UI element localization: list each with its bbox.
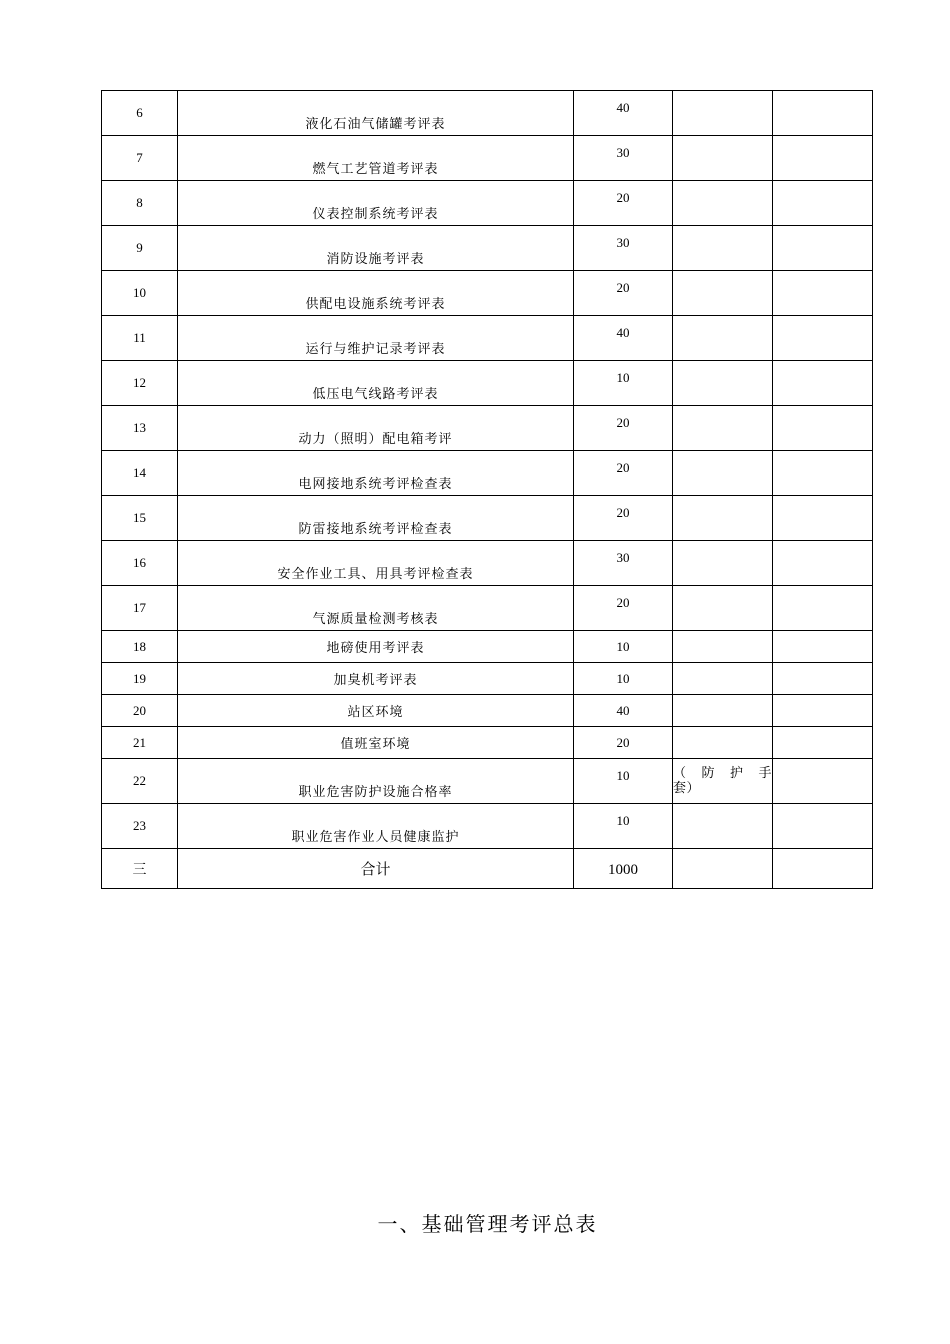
row-number: 11 — [102, 316, 178, 361]
empty-cell — [673, 586, 773, 631]
empty-cell — [673, 804, 773, 849]
row-number: 9 — [102, 226, 178, 271]
empty-cell — [673, 541, 773, 586]
row-number: 22 — [102, 759, 178, 804]
empty-cell — [773, 541, 873, 586]
item-score: 10 — [574, 804, 673, 849]
empty-cell — [673, 663, 773, 695]
empty-cell — [673, 849, 773, 889]
total-number: 三 — [102, 849, 178, 889]
item-score: 30 — [574, 541, 673, 586]
empty-cell — [773, 91, 873, 136]
row-number: 6 — [102, 91, 178, 136]
row-number: 19 — [102, 663, 178, 695]
empty-cell — [673, 406, 773, 451]
row-number: 15 — [102, 496, 178, 541]
empty-cell — [673, 361, 773, 406]
empty-cell — [773, 631, 873, 663]
item-score: 10 — [574, 759, 673, 804]
item-name: 电网接地系统考评检查表 — [178, 451, 574, 496]
table-row — [102, 316, 873, 361]
empty-cell — [773, 663, 873, 695]
item-score: 20 — [574, 406, 673, 451]
item-name: 职业危害防护设施合格率 — [178, 759, 574, 804]
item-score: 10 — [574, 361, 673, 406]
empty-cell — [773, 316, 873, 361]
table-row — [102, 406, 873, 451]
item-score: 10 — [574, 663, 673, 695]
item-name: 气源质量检测考核表 — [178, 586, 574, 631]
item-score: 20 — [574, 727, 673, 759]
empty-cell — [773, 406, 873, 451]
item-name: 职业危害作业人员健康监护 — [178, 804, 574, 849]
empty-cell — [773, 136, 873, 181]
item-name: 低压电气线路考评表 — [178, 361, 574, 406]
item-name: 防雷接地系统考评检查表 — [178, 496, 574, 541]
row-number: 13 — [102, 406, 178, 451]
table-row — [102, 804, 873, 849]
row-number: 14 — [102, 451, 178, 496]
table-row — [102, 226, 873, 271]
note-line: （ 防 护 手 — [673, 766, 772, 781]
item-name: 地磅使用考评表 — [178, 631, 574, 663]
item-name: 消防设施考评表 — [178, 226, 574, 271]
empty-cell — [673, 316, 773, 361]
empty-cell — [773, 727, 873, 759]
item-score: 30 — [574, 226, 673, 271]
table-row — [102, 451, 873, 496]
item-score: 20 — [574, 496, 673, 541]
table-row — [102, 91, 873, 136]
empty-cell — [773, 226, 873, 271]
row-number: 18 — [102, 631, 178, 663]
item-name: 安全作业工具、用具考评检查表 — [178, 541, 574, 586]
row-number: 8 — [102, 181, 178, 226]
item-name: 燃气工艺管道考评表 — [178, 136, 574, 181]
total-row — [102, 849, 873, 889]
item-name: 动力（照明）配电箱考评 — [178, 406, 574, 451]
table-row — [102, 663, 873, 695]
note-line: 套） — [673, 781, 701, 796]
item-name: 值班室环境 — [178, 727, 574, 759]
empty-cell — [773, 181, 873, 226]
item-score: 20 — [574, 181, 673, 226]
empty-cell — [673, 271, 773, 316]
table-row — [102, 271, 873, 316]
empty-cell — [773, 759, 873, 804]
row-number: 10 — [102, 271, 178, 316]
item-name: 站区环境 — [178, 695, 574, 727]
empty-cell — [673, 136, 773, 181]
empty-cell — [673, 451, 773, 496]
empty-cell — [673, 496, 773, 541]
table-row — [102, 695, 873, 727]
empty-cell — [673, 695, 773, 727]
row-number: 21 — [102, 727, 178, 759]
section-title: 一、基础管理考评总表 — [377, 1212, 598, 1236]
empty-cell — [773, 804, 873, 849]
table-row — [102, 541, 873, 586]
item-name: 加臭机考评表 — [178, 663, 574, 695]
empty-cell — [773, 849, 873, 889]
row-number: 12 — [102, 361, 178, 406]
item-score: 40 — [574, 695, 673, 727]
row-number: 16 — [102, 541, 178, 586]
table-row — [102, 136, 873, 181]
item-name: 液化石油气储罐考评表 — [178, 91, 574, 136]
empty-cell — [773, 271, 873, 316]
total-score: 1000 — [574, 849, 673, 889]
empty-cell — [673, 631, 773, 663]
item-score: 40 — [574, 91, 673, 136]
empty-cell — [773, 361, 873, 406]
table-row — [102, 586, 873, 631]
table-row — [102, 727, 873, 759]
empty-cell — [673, 727, 773, 759]
item-name: 供配电设施系统考评表 — [178, 271, 574, 316]
empty-cell — [673, 181, 773, 226]
table-row — [102, 181, 873, 226]
row-number: 20 — [102, 695, 178, 727]
table-row — [102, 361, 873, 406]
row-number: 7 — [102, 136, 178, 181]
empty-cell — [673, 91, 773, 136]
item-name: 仪表控制系统考评表 — [178, 181, 574, 226]
empty-cell — [773, 695, 873, 727]
total-label: 合计 — [178, 849, 574, 889]
row-number: 17 — [102, 586, 178, 631]
table-row — [102, 631, 873, 663]
item-score: 10 — [574, 631, 673, 663]
item-score: 20 — [574, 271, 673, 316]
item-score: 40 — [574, 316, 673, 361]
table-row — [102, 759, 873, 804]
assessment-score-table — [101, 90, 873, 889]
note-cell — [673, 759, 773, 804]
item-score: 20 — [574, 451, 673, 496]
item-score: 30 — [574, 136, 673, 181]
row-number: 23 — [102, 804, 178, 849]
item-name: 运行与维护记录考评表 — [178, 316, 574, 361]
item-score: 20 — [574, 586, 673, 631]
table-row — [102, 496, 873, 541]
empty-cell — [773, 496, 873, 541]
empty-cell — [773, 451, 873, 496]
empty-cell — [773, 586, 873, 631]
empty-cell — [673, 226, 773, 271]
